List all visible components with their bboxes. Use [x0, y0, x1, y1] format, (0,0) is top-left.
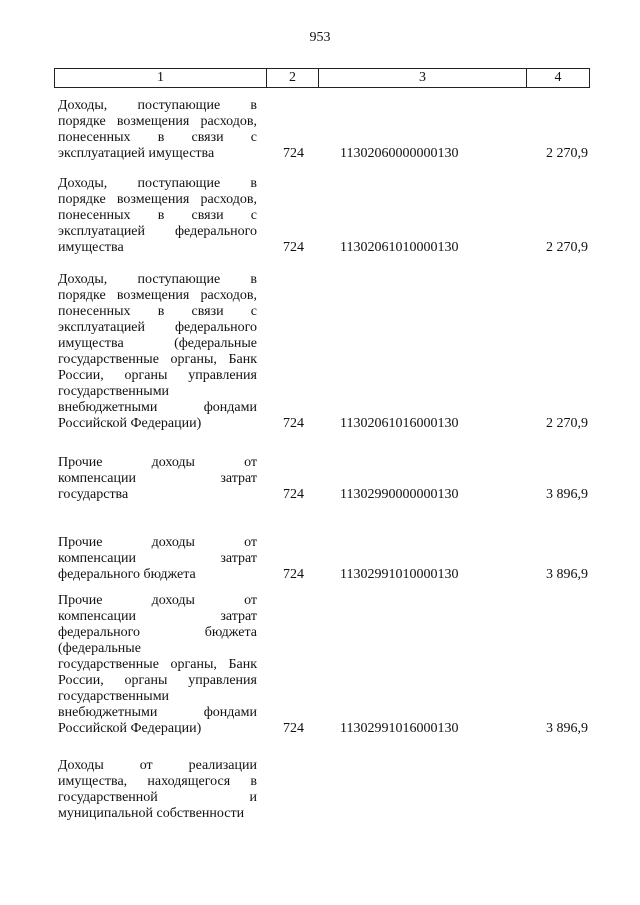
description-line: России, органы управления	[58, 368, 257, 383]
row-kbk-code: 11302061016000130	[340, 416, 459, 431]
row-code: 724	[283, 721, 304, 736]
row-amount: 3 896,9	[546, 721, 588, 736]
row-description	[58, 176, 257, 256]
row-code: 724	[283, 567, 304, 582]
description-line: Российской Федерации)	[58, 721, 202, 736]
row-code: 724	[283, 487, 304, 502]
column-header-3: 3	[319, 69, 527, 87]
description-line: федерального бюджета	[58, 567, 196, 582]
description-line: эксплуатацией федерального	[58, 320, 257, 335]
row-kbk-code: 11302060000000130	[340, 146, 459, 161]
row-description	[58, 455, 257, 503]
row-description	[58, 535, 257, 583]
row-description	[58, 593, 257, 737]
row-description	[58, 98, 257, 162]
page-number: 953	[309, 30, 331, 45]
row-amount: 2 270,9	[546, 240, 588, 255]
row-description	[58, 758, 257, 822]
description-line: (федеральные	[58, 641, 141, 656]
description-line: порядке возмещения расходов,	[58, 288, 257, 303]
row-description	[58, 272, 257, 432]
row-amount: 3 896,9	[546, 567, 588, 582]
description-line: порядке возмещения расходов,	[58, 192, 257, 207]
row-amount: 2 270,9	[546, 416, 588, 431]
description-line: Российской Федерации)	[58, 416, 202, 431]
description-line: имущества, находящегося в	[58, 774, 257, 789]
column-header-1: 1	[55, 69, 267, 87]
description-line: государственные органы, Банк	[58, 657, 257, 672]
description-line: государственными	[58, 689, 170, 704]
description-line: эксплуатацией имущества	[58, 146, 215, 161]
description-line: внебюджетными фондами	[58, 400, 257, 415]
description-line: государственные органы, Банк	[58, 352, 257, 367]
description-line: Доходы, поступающие в	[58, 272, 257, 287]
description-line: понесенных в связи с	[58, 304, 257, 319]
description-line: Прочие доходы от	[58, 535, 257, 550]
description-line: Прочие доходы от	[58, 455, 257, 470]
description-line: имущества	[58, 240, 124, 255]
description-line: Доходы, поступающие в	[58, 98, 257, 113]
description-line: понесенных в связи с	[58, 208, 257, 223]
row-amount: 2 270,9	[546, 146, 588, 161]
description-line: эксплуатацией федерального	[58, 224, 257, 239]
description-line: компенсации затрат	[58, 551, 257, 566]
column-header-4: 4	[554, 70, 562, 85]
description-line: Доходы от реализации	[58, 758, 257, 773]
description-line: России, органы управления	[58, 673, 257, 688]
row-code: 724	[283, 240, 304, 255]
row-code: 724	[283, 146, 304, 161]
description-line: государства	[58, 487, 129, 502]
column-header-row	[54, 68, 590, 88]
description-line: Прочие доходы от	[58, 593, 257, 608]
description-line: государственными	[58, 384, 170, 399]
description-line: имущества (федеральные	[58, 336, 257, 351]
row-code: 724	[283, 416, 304, 431]
description-line: понесенных в связи с	[58, 130, 257, 145]
row-kbk-code: 11302991016000130	[340, 721, 459, 736]
description-line: компенсации затрат	[58, 471, 257, 486]
description-line: федерального бюджета	[58, 625, 257, 640]
row-kbk-code: 11302991010000130	[340, 567, 459, 582]
description-line: государственной и	[58, 790, 257, 805]
description-line: внебюджетными фондами	[58, 705, 257, 720]
row-kbk-code: 11302990000000130	[340, 487, 459, 502]
description-line: муниципальной собственности	[58, 806, 245, 821]
description-line: Доходы, поступающие в	[58, 176, 257, 191]
description-line: порядке возмещения расходов,	[58, 114, 257, 129]
column-header-2: 2	[267, 69, 319, 87]
row-amount: 3 896,9	[546, 487, 588, 502]
description-line: компенсации затрат	[58, 609, 257, 624]
row-kbk-code: 11302061010000130	[340, 240, 459, 255]
